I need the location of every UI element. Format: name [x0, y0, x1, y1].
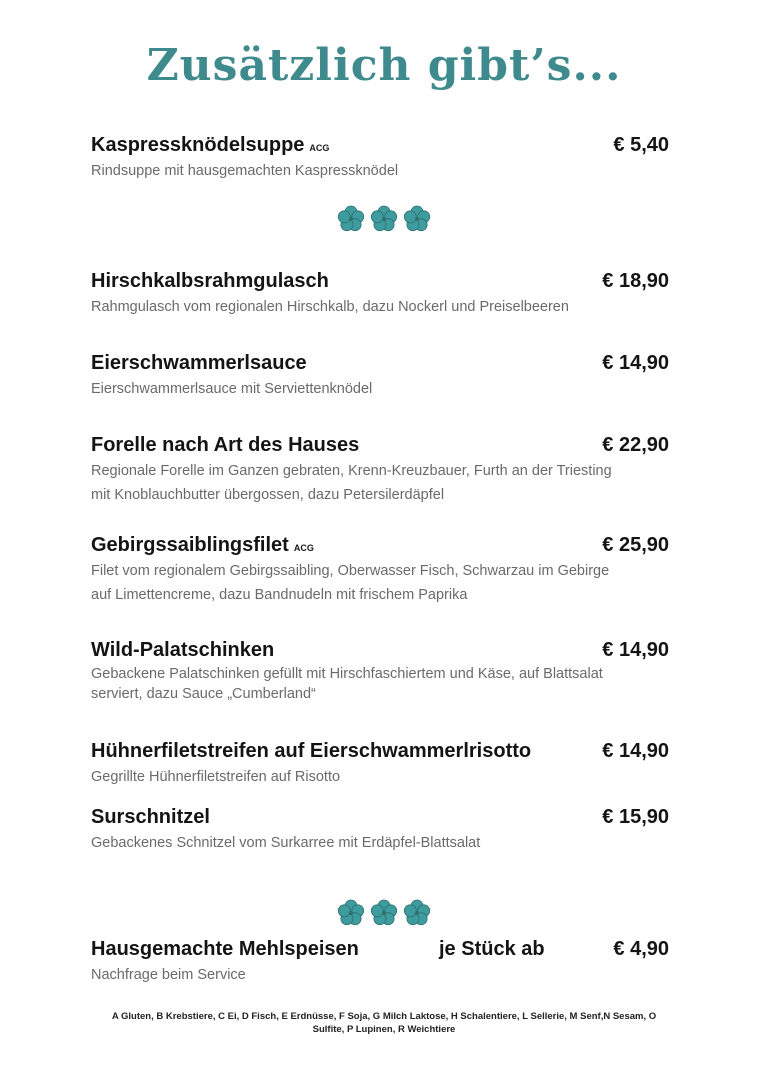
dish-description: Rahmgulasch vom regionalen Hirschkalb, dazu Nockerl und Preiselbeeren: [91, 299, 569, 315]
allergen-legend-line: Sulfite, P Lupinen, R Weichtiere: [312, 1024, 456, 1035]
menu-item: [91, 806, 669, 855]
dish-description: Eierschwammerlsauce mit Serviettenknödel: [91, 381, 373, 397]
dish-description: Rindsuppe mit hausgemachten Kaspressknödel: [91, 163, 399, 179]
dish-name: Hausgemachte Mehlspeisen: [91, 938, 359, 960]
dish-price: € 22,90: [602, 434, 669, 456]
menu-item: [91, 639, 669, 704]
dish-name: Forelle nach Art des Hauses: [91, 434, 360, 456]
dish-description: [91, 559, 669, 607]
dish-price: € 4,90: [613, 938, 669, 960]
description-line: Filet vom regionalem Gebirgssaibling, Oberwasser Fisch, Schwarzau im Gebirge: [91, 563, 610, 579]
allergen-codes: ACG: [309, 143, 330, 153]
allergen-legend: [90, 1010, 678, 1036]
dish-description: [91, 664, 669, 704]
menu-item: [91, 134, 669, 183]
dish-price: € 18,90: [602, 270, 669, 292]
menu-item: [91, 938, 669, 987]
dish-name: Wild-Palatschinken: [91, 639, 275, 661]
dish-name: Surschnitzel: [91, 806, 210, 828]
menu-item: [91, 352, 669, 401]
menu-item: [91, 740, 669, 789]
flower-ornament-icon: [334, 895, 434, 931]
menu-item: [91, 534, 669, 607]
page-title: Zusätzlich gibt’s...: [146, 40, 622, 91]
dish-price: € 14,90: [602, 352, 669, 374]
dish-price: € 14,90: [602, 740, 669, 762]
allergen-legend-line: A Gluten, B Krebstiere, C Ei, D Fisch, E Erdnüsse, F Soja, G Milch Laktose, H Schalentiere, L Sellerie, M Senf,N Sesam, O: [111, 1011, 657, 1022]
dish-description: [91, 459, 669, 507]
menu-item: [91, 434, 669, 507]
description-line: serviert, dazu Sauce „Cumberland“: [91, 686, 316, 702]
dish-name: Gebirgssaiblingsfilet: [91, 534, 289, 556]
menu-item: [91, 270, 669, 319]
dish-name: Hirschkalbsrahmgulasch: [91, 270, 329, 292]
description-line: auf Limettencreme, dazu Bandnudeln mit frischem Paprika: [91, 587, 468, 603]
dish-price: € 5,40: [613, 134, 669, 156]
dish-price: € 14,90: [602, 639, 669, 661]
dish-name-wrap: [91, 534, 314, 557]
dish-description: Gebackenes Schnitzel vom Surkarree mit Erdäpfel-Blattsalat: [91, 835, 481, 851]
dish-price: € 15,90: [602, 806, 669, 828]
description-line: mit Knoblauchbutter übergossen, dazu Petersilerdäpfel: [91, 487, 445, 503]
description-line: Gebackene Palatschinken gefüllt mit Hirschfaschiertem und Käse, auf Blattsalat: [91, 666, 603, 682]
dish-name: Hühnerfiletstreifen auf Eierschwammerlrisotto: [91, 740, 532, 762]
dish-name-wrap: [91, 134, 329, 157]
dish-price: € 25,90: [602, 534, 669, 556]
dish-description: Gegrillte Hühnerfiletstreifen auf Risotto: [91, 769, 341, 785]
allergen-codes: ACG: [293, 543, 314, 553]
per-piece-label: je Stück ab: [439, 938, 545, 960]
description-line: Regionale Forelle im Ganzen gebraten, Krenn-Kreuzbauer, Furth an der Triesting: [91, 463, 612, 479]
dish-name: Kaspressknödelsuppe: [91, 134, 305, 156]
dish-description: Nachfrage beim Service: [91, 967, 246, 983]
dish-name: Eierschwammerlsauce: [91, 352, 307, 374]
flower-ornament-icon: [334, 201, 434, 237]
